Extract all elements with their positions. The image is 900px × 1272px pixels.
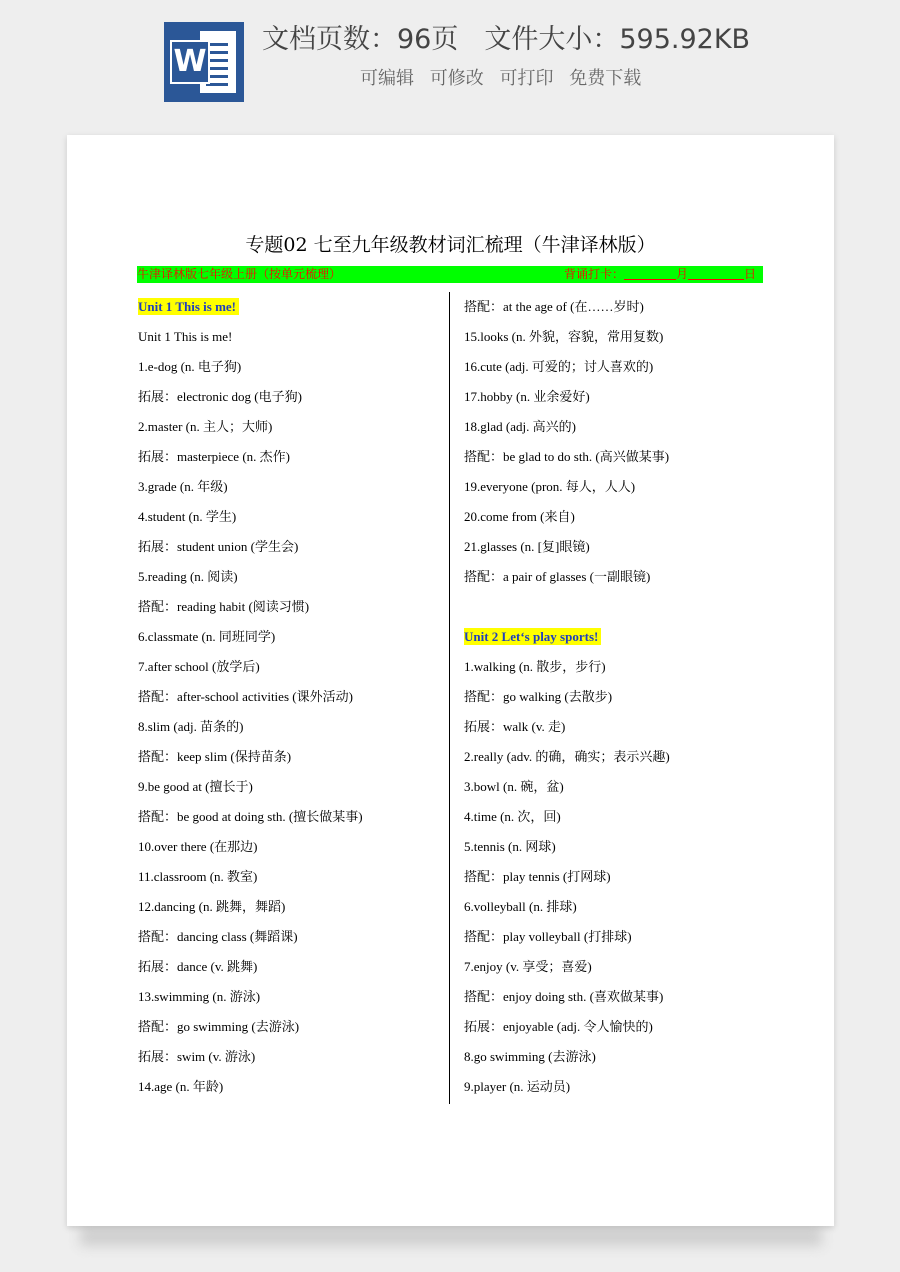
vocab-entry: 9.be good at (擅长于) — [138, 779, 253, 794]
day-blank — [688, 266, 744, 280]
vocab-entry: 10.over there (在那边) — [138, 839, 258, 854]
vocab-entry: 19.everyone (pron. 每人，人人) — [464, 479, 636, 494]
vocab-entry: 21.glasses (n. [复]眼镜) — [464, 539, 590, 554]
vocab-entry: 9.player (n. 运动员) — [464, 1079, 571, 1094]
vocab-entry: 拓展：student union (学生会) — [138, 539, 299, 554]
vocab-entry: 搭配：dancing class (舞蹈课) — [138, 929, 298, 944]
page-count: 文档页数：96页 — [262, 24, 459, 55]
vocab-entry: 搭配：be good at doing sth. (擅长做某事) — [138, 809, 363, 824]
vocab-entry: Unit 1 This is me! — [138, 329, 233, 344]
vocab-entry: 12.dancing (n. 跳舞，舞蹈) — [138, 899, 286, 914]
vocab-entry: 1.walking (n. 散步，步行) — [464, 659, 606, 674]
vocab-entry: 搭配：play volleyball (打排球) — [464, 929, 632, 944]
vocab-column-left — [138, 292, 438, 1102]
vocab-entry: 7.enjoy (v. 享受；喜爱) — [464, 959, 592, 974]
document-title: 专题02 七至九年级教材词汇梳理（牛津译林版） — [245, 234, 656, 256]
banner-subtitle: 牛津译林版七年级上册（按单元梳理） — [137, 267, 342, 281]
column-divider — [449, 292, 450, 1104]
vocab-entry: 16.cute (adj. 可爱的；讨人喜欢的) — [464, 359, 654, 374]
vocab-entry: 搭配：after-school activities (课外活动) — [138, 689, 353, 704]
blank-row — [464, 592, 764, 622]
vocab-entry: 11.classroom (n. 教室) — [138, 869, 258, 884]
vocab-entry: 搭配：reading habit (阅读习惯) — [138, 599, 310, 614]
download-header — [0, 0, 900, 125]
vocab-entry: 18.glad (adj. 高兴的) — [464, 419, 576, 434]
vocab-entry: 13.swimming (n. 游泳) — [138, 989, 261, 1004]
vocab-entry: 6.classmate (n. 同班同学) — [138, 629, 276, 644]
vocab-column-right — [464, 292, 764, 1102]
banner-checkin — [564, 266, 756, 283]
feature-editable: 可编辑 — [360, 68, 414, 89]
feature-list — [360, 64, 651, 94]
unit-heading — [464, 622, 764, 652]
feature-free-download[interactable]: 免费下载 — [569, 68, 642, 89]
vocab-entry: 17.hobby (n. 业余爱好) — [464, 389, 590, 404]
vocab-entry: 搭配：be glad to do sth. (高兴做某事) — [464, 449, 670, 464]
vocab-entry: 5.reading (n. 阅读) — [138, 569, 238, 584]
day-label: 日 — [744, 267, 757, 281]
month-blank — [624, 266, 676, 280]
file-stats — [262, 18, 822, 62]
document-page — [67, 135, 834, 1226]
vocab-entry: 搭配：play tennis (打网球) — [464, 869, 611, 884]
vocab-entry: 3.grade (n. 年级) — [138, 479, 228, 494]
checkin-label: 背诵打卡： — [564, 267, 625, 281]
vocab-entry: 拓展：swim (v. 游泳) — [138, 1049, 256, 1064]
word-doc-icon — [164, 22, 244, 102]
vocab-entry: 3.bowl (n. 碗，盆) — [464, 779, 564, 794]
vocab-entry: 6.volleyball (n. 排球) — [464, 899, 577, 914]
vocab-entry: 拓展：dance (v. 跳舞) — [138, 959, 258, 974]
vocab-entry: 搭配：go swimming (去游泳) — [138, 1019, 300, 1034]
feature-printable: 可打印 — [499, 68, 554, 89]
vocab-entry: 2.master (n. 主人；大师) — [138, 419, 273, 434]
feature-modifiable: 可修改 — [429, 68, 484, 89]
vocab-entry: 20.come from (来自) — [464, 509, 575, 524]
vocab-entry: 5.tennis (n. 网球) — [464, 839, 556, 854]
vocab-entry: 7.after school (放学后) — [138, 659, 260, 674]
word-letter-box — [170, 40, 210, 84]
vocab-entry: 4.student (n. 学生) — [138, 509, 237, 524]
vocab-entry: 拓展：masterpiece (n. 杰作) — [138, 449, 290, 464]
vocab-entry: 搭配：at the age of (在……岁时) — [464, 299, 644, 314]
vocab-entry: 15.looks (n. 外貌，容貌，常用复数) — [464, 329, 664, 344]
vocab-entry: 搭配：a pair of glasses (一副眼镜) — [464, 569, 651, 584]
vocab-entry: 1.e-dog (n. 电子狗) — [138, 359, 242, 374]
unit-heading-text: Unit 1 This is me! — [138, 298, 239, 315]
unit-heading — [138, 292, 438, 322]
file-size: 文件大小：595.92KB — [484, 24, 751, 55]
vocab-entry: 8.slim (adj. 苗条的) — [138, 719, 244, 734]
vocab-entry: 4.time (n. 次，回) — [464, 809, 561, 824]
vocab-entry: 拓展：walk (v. 走) — [464, 719, 566, 734]
vocab-entry: 拓展：electronic dog (电子狗) — [138, 389, 302, 404]
word-letter: W — [173, 44, 207, 79]
unit-heading-text: Unit 2 Let‘s play sports! — [464, 628, 601, 645]
page-shadow — [80, 1226, 822, 1246]
month-label: 月 — [676, 267, 689, 281]
vocab-entry: 14.age (n. 年龄) — [138, 1079, 224, 1094]
section-banner — [137, 266, 763, 283]
vocab-entry: 搭配：go walking (去散步) — [464, 689, 613, 704]
vocab-entry: 搭配：enjoy doing sth. (喜欢做某事) — [464, 989, 664, 1004]
vocab-entry: 8.go swimming (去游泳) — [464, 1049, 596, 1064]
vocab-entry: 2.really (adv. 的确，确实；表示兴趣) — [464, 749, 670, 764]
vocab-entry: 搭配：keep slim (保持苗条) — [138, 749, 292, 764]
vocab-entry: 拓展：enjoyable (adj. 令人愉快的) — [464, 1019, 653, 1034]
